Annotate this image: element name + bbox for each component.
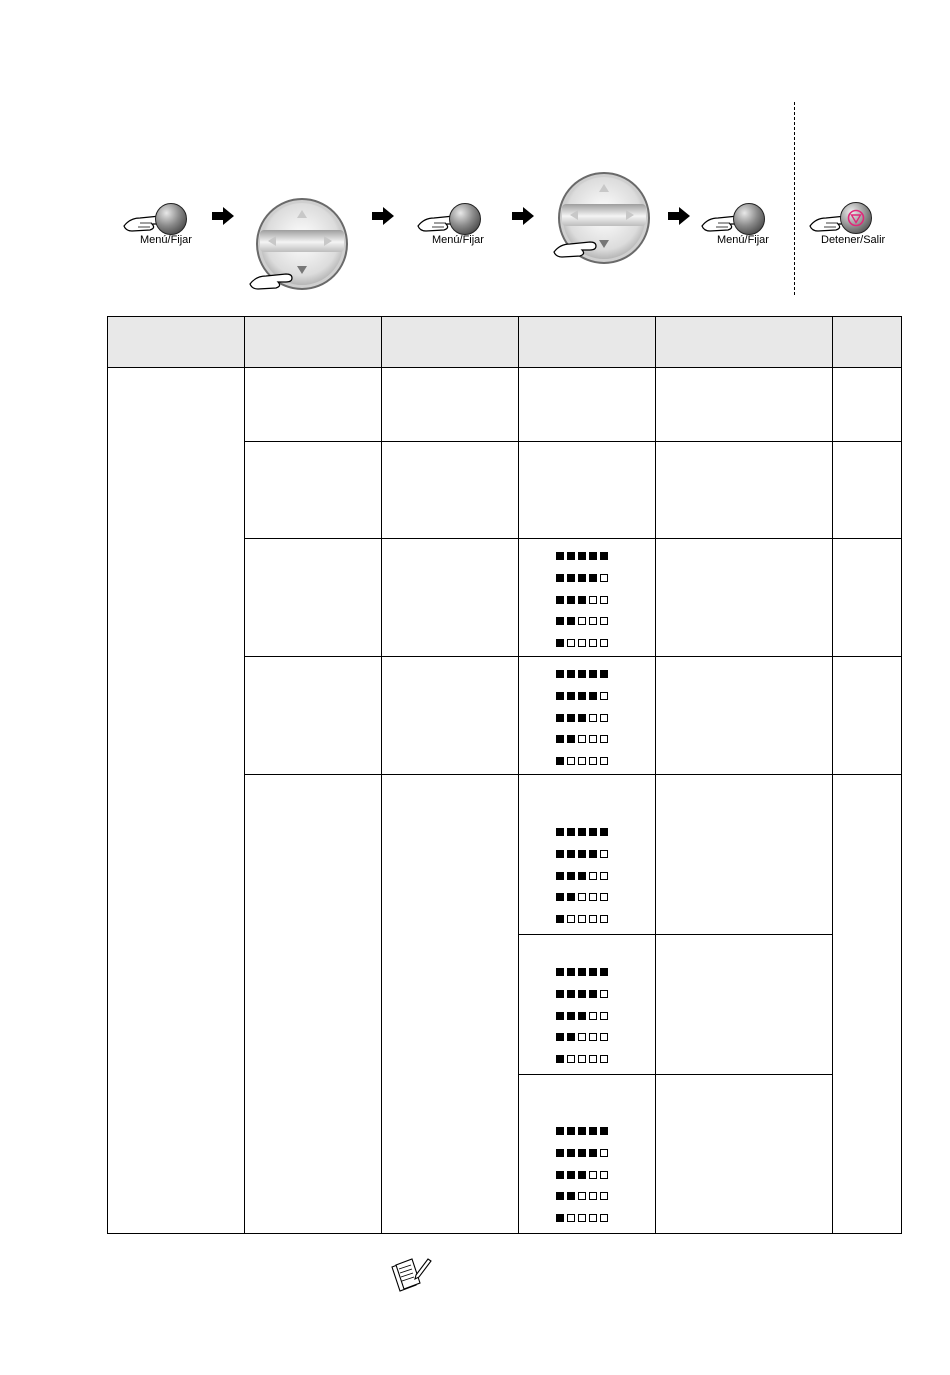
level-indicator-3-of-5 bbox=[556, 1171, 608, 1179]
filled-square-icon bbox=[578, 574, 586, 582]
empty-square-icon bbox=[578, 915, 586, 923]
filled-square-icon bbox=[578, 1149, 586, 1157]
filled-square-icon bbox=[556, 596, 564, 604]
filled-square-icon bbox=[589, 968, 597, 976]
filled-square-icon bbox=[567, 670, 575, 678]
navigation-dial-step-4[interactable] bbox=[552, 172, 652, 268]
filled-square-icon bbox=[567, 1149, 575, 1157]
filled-square-icon bbox=[589, 670, 597, 678]
row-a-col3 bbox=[381, 367, 519, 442]
empty-square-icon bbox=[589, 596, 597, 604]
filled-square-icon bbox=[556, 1055, 564, 1063]
empty-square-icon bbox=[567, 639, 575, 647]
filled-square-icon bbox=[600, 828, 608, 836]
menu-set-step-5[interactable] bbox=[700, 198, 790, 250]
empty-square-icon bbox=[578, 1214, 586, 1222]
empty-square-icon bbox=[600, 1055, 608, 1063]
empty-square-icon bbox=[600, 850, 608, 858]
header-cell-1 bbox=[107, 316, 245, 368]
down-arrow-icon[interactable] bbox=[297, 266, 307, 274]
row-b-col4 bbox=[518, 441, 656, 539]
filled-square-icon bbox=[556, 990, 564, 998]
empty-square-icon bbox=[589, 1214, 597, 1222]
empty-square-icon bbox=[600, 574, 608, 582]
stop-exit-label: Detener/Salir bbox=[821, 234, 886, 246]
empty-square-icon bbox=[600, 1012, 608, 1020]
filled-square-icon bbox=[567, 714, 575, 722]
filled-square-icon bbox=[567, 1171, 575, 1179]
filled-square-icon bbox=[600, 1127, 608, 1135]
empty-square-icon bbox=[578, 1055, 586, 1063]
filled-square-icon bbox=[589, 990, 597, 998]
row-c-col6 bbox=[832, 538, 902, 657]
row-d-col6 bbox=[832, 656, 902, 775]
empty-square-icon bbox=[600, 1192, 608, 1200]
filled-square-icon bbox=[556, 828, 564, 836]
menu-set-button[interactable] bbox=[449, 203, 481, 235]
row-e3-col5 bbox=[655, 1074, 833, 1234]
filled-square-icon bbox=[567, 574, 575, 582]
empty-square-icon bbox=[589, 714, 597, 722]
filled-square-icon bbox=[589, 1127, 597, 1135]
filled-square-icon bbox=[578, 968, 586, 976]
filled-square-icon bbox=[556, 1012, 564, 1020]
filled-square-icon bbox=[589, 1149, 597, 1157]
header-cell-3 bbox=[381, 316, 519, 368]
filled-square-icon bbox=[556, 850, 564, 858]
left-arrow-icon[interactable] bbox=[268, 236, 276, 246]
row-d-col5 bbox=[655, 656, 833, 775]
filled-square-icon bbox=[600, 670, 608, 678]
filled-square-icon bbox=[556, 670, 564, 678]
level-indicator-3-of-5 bbox=[556, 872, 608, 880]
divider-dashed bbox=[794, 102, 795, 295]
filled-square-icon bbox=[556, 617, 564, 625]
level-indicator-5-of-5 bbox=[556, 828, 608, 836]
stop-exit-step[interactable] bbox=[808, 198, 898, 250]
filled-square-icon bbox=[556, 1033, 564, 1041]
arrow-right-icon bbox=[512, 207, 534, 225]
filled-square-icon bbox=[567, 1012, 575, 1020]
note-pad-icon bbox=[386, 1255, 432, 1297]
hand-pointer-icon bbox=[552, 232, 600, 260]
empty-square-icon bbox=[600, 990, 608, 998]
filled-square-icon bbox=[567, 692, 575, 700]
stop-exit-button[interactable] bbox=[840, 202, 872, 234]
row-a-col5 bbox=[655, 367, 833, 442]
empty-square-icon bbox=[589, 1055, 597, 1063]
filled-square-icon bbox=[556, 1171, 564, 1179]
level-indicator-4-of-5 bbox=[556, 574, 608, 582]
empty-square-icon bbox=[567, 757, 575, 765]
empty-square-icon bbox=[600, 1149, 608, 1157]
empty-square-icon bbox=[589, 639, 597, 647]
level-indicator-1-of-5 bbox=[556, 1055, 608, 1063]
level-indicator-3-of-5 bbox=[556, 1012, 608, 1020]
empty-square-icon bbox=[589, 1033, 597, 1041]
menu-set-label: Menú/Fijar bbox=[432, 234, 484, 246]
filled-square-icon bbox=[567, 735, 575, 743]
header-cell-6 bbox=[832, 316, 902, 368]
arrow-right-icon bbox=[668, 207, 690, 225]
level-indicator-5-of-5 bbox=[556, 968, 608, 976]
filled-square-icon bbox=[556, 639, 564, 647]
menu-set-button[interactable] bbox=[733, 203, 765, 235]
empty-square-icon bbox=[578, 1192, 586, 1200]
menu-set-label: Menú/Fijar bbox=[140, 234, 192, 246]
filled-square-icon bbox=[556, 968, 564, 976]
settings-table bbox=[107, 316, 902, 1234]
filled-square-icon bbox=[589, 828, 597, 836]
empty-square-icon bbox=[567, 915, 575, 923]
header-cell-4 bbox=[518, 316, 656, 368]
hand-pointer-icon bbox=[248, 264, 296, 292]
filled-square-icon bbox=[567, 1033, 575, 1041]
row-b-col6 bbox=[832, 441, 902, 539]
row-e-col6 bbox=[832, 774, 902, 1234]
right-arrow-icon[interactable] bbox=[324, 236, 332, 246]
filled-square-icon bbox=[578, 552, 586, 560]
down-arrow-icon[interactable] bbox=[599, 240, 609, 248]
left-arrow-icon[interactable] bbox=[570, 210, 578, 220]
up-arrow-icon[interactable] bbox=[297, 210, 307, 218]
filled-square-icon bbox=[556, 915, 564, 923]
filled-square-icon bbox=[556, 1192, 564, 1200]
level-indicator-4-of-5 bbox=[556, 990, 608, 998]
button-flow bbox=[0, 0, 950, 300]
empty-square-icon bbox=[578, 757, 586, 765]
empty-square-icon bbox=[578, 1033, 586, 1041]
filled-square-icon bbox=[578, 1012, 586, 1020]
row-e2-col4 bbox=[518, 934, 656, 1075]
row-c-col5 bbox=[655, 538, 833, 657]
filled-square-icon bbox=[567, 617, 575, 625]
level-indicator-4-of-5 bbox=[556, 692, 608, 700]
row-e1-col5 bbox=[655, 774, 833, 935]
empty-square-icon bbox=[567, 1214, 575, 1222]
level-indicator-5-of-5 bbox=[556, 552, 608, 560]
row-e-col2 bbox=[244, 774, 382, 1234]
level-indicator-1-of-5 bbox=[556, 639, 608, 647]
filled-square-icon bbox=[556, 714, 564, 722]
filled-square-icon bbox=[567, 596, 575, 604]
level-indicator-1-of-5 bbox=[556, 1214, 608, 1222]
empty-square-icon bbox=[589, 893, 597, 901]
filled-square-icon bbox=[556, 692, 564, 700]
row-c-col2 bbox=[244, 538, 382, 657]
arrow-right-icon bbox=[372, 207, 394, 225]
level-indicator-1-of-5 bbox=[556, 915, 608, 923]
menu-set-step-1[interactable] bbox=[122, 198, 212, 250]
filled-square-icon bbox=[556, 893, 564, 901]
empty-square-icon bbox=[600, 639, 608, 647]
filled-square-icon bbox=[556, 1214, 564, 1222]
filled-square-icon bbox=[556, 552, 564, 560]
empty-square-icon bbox=[589, 1192, 597, 1200]
filled-square-icon bbox=[556, 1127, 564, 1135]
filled-square-icon bbox=[567, 1127, 575, 1135]
empty-square-icon bbox=[600, 596, 608, 604]
filled-square-icon bbox=[556, 872, 564, 880]
menu-set-step-3[interactable] bbox=[416, 198, 506, 250]
empty-square-icon bbox=[578, 639, 586, 647]
filled-square-icon bbox=[578, 828, 586, 836]
filled-square-icon bbox=[567, 990, 575, 998]
right-arrow-icon[interactable] bbox=[626, 210, 634, 220]
empty-square-icon bbox=[589, 1171, 597, 1179]
filled-square-icon bbox=[589, 692, 597, 700]
level-indicator-2-of-5 bbox=[556, 893, 608, 901]
filled-square-icon bbox=[567, 893, 575, 901]
row-d-col3 bbox=[381, 656, 519, 775]
level-indicator-4-of-5 bbox=[556, 850, 608, 858]
empty-square-icon bbox=[600, 714, 608, 722]
row-b-col2 bbox=[244, 441, 382, 539]
empty-square-icon bbox=[600, 757, 608, 765]
navigation-dial-step-2[interactable] bbox=[252, 198, 352, 294]
row-e2-col5 bbox=[655, 934, 833, 1075]
empty-square-icon bbox=[567, 1055, 575, 1063]
main-menu-cell bbox=[107, 367, 245, 1234]
filled-square-icon bbox=[578, 872, 586, 880]
empty-square-icon bbox=[578, 735, 586, 743]
level-indicator-2-of-5 bbox=[556, 1192, 608, 1200]
empty-square-icon bbox=[600, 692, 608, 700]
filled-square-icon bbox=[578, 692, 586, 700]
filled-square-icon bbox=[589, 850, 597, 858]
empty-square-icon bbox=[589, 757, 597, 765]
filled-square-icon bbox=[589, 574, 597, 582]
row-b-col5 bbox=[655, 441, 833, 539]
empty-square-icon bbox=[600, 617, 608, 625]
level-indicator-4-of-5 bbox=[556, 1149, 608, 1157]
row-b-col3 bbox=[381, 441, 519, 539]
row-a-col4 bbox=[518, 367, 656, 442]
filled-square-icon bbox=[578, 714, 586, 722]
filled-square-icon bbox=[578, 990, 586, 998]
level-indicator-1-of-5 bbox=[556, 757, 608, 765]
filled-square-icon bbox=[556, 574, 564, 582]
level-indicator-3-of-5 bbox=[556, 714, 608, 722]
filled-square-icon bbox=[600, 552, 608, 560]
level-indicator-3-of-5 bbox=[556, 596, 608, 604]
filled-square-icon bbox=[589, 552, 597, 560]
arrow-right-icon bbox=[212, 207, 234, 225]
filled-square-icon bbox=[578, 1127, 586, 1135]
up-arrow-icon[interactable] bbox=[599, 184, 609, 192]
filled-square-icon bbox=[567, 968, 575, 976]
empty-square-icon bbox=[600, 915, 608, 923]
filled-square-icon bbox=[600, 968, 608, 976]
empty-square-icon bbox=[589, 915, 597, 923]
empty-square-icon bbox=[589, 735, 597, 743]
header-cell-5 bbox=[655, 316, 833, 368]
empty-square-icon bbox=[589, 617, 597, 625]
empty-square-icon bbox=[600, 872, 608, 880]
level-indicator-5-of-5 bbox=[556, 1127, 608, 1135]
row-d-col2 bbox=[244, 656, 382, 775]
filled-square-icon bbox=[578, 850, 586, 858]
filled-square-icon bbox=[578, 596, 586, 604]
header-cell-2 bbox=[244, 316, 382, 368]
level-indicator-2-of-5 bbox=[556, 1033, 608, 1041]
level-indicator-5-of-5 bbox=[556, 670, 608, 678]
menu-set-button[interactable] bbox=[155, 203, 187, 235]
row-a-col2 bbox=[244, 367, 382, 442]
filled-square-icon bbox=[567, 872, 575, 880]
empty-square-icon bbox=[600, 893, 608, 901]
filled-square-icon bbox=[567, 828, 575, 836]
empty-square-icon bbox=[578, 617, 586, 625]
level-indicator-2-of-5 bbox=[556, 735, 608, 743]
level-indicator-2-of-5 bbox=[556, 617, 608, 625]
row-e-col3 bbox=[381, 774, 519, 1234]
filled-square-icon bbox=[556, 757, 564, 765]
empty-square-icon bbox=[589, 1012, 597, 1020]
filled-square-icon bbox=[578, 1171, 586, 1179]
empty-square-icon bbox=[600, 1171, 608, 1179]
row-c-col3 bbox=[381, 538, 519, 657]
filled-square-icon bbox=[567, 552, 575, 560]
empty-square-icon bbox=[589, 872, 597, 880]
empty-square-icon bbox=[600, 1033, 608, 1041]
filled-square-icon bbox=[567, 850, 575, 858]
filled-square-icon bbox=[556, 1149, 564, 1157]
filled-square-icon bbox=[556, 735, 564, 743]
empty-square-icon bbox=[600, 735, 608, 743]
stop-icon bbox=[847, 209, 865, 227]
empty-square-icon bbox=[578, 893, 586, 901]
filled-square-icon bbox=[567, 1192, 575, 1200]
menu-set-label: Menú/Fijar bbox=[717, 234, 769, 246]
filled-square-icon bbox=[578, 670, 586, 678]
empty-square-icon bbox=[600, 1214, 608, 1222]
row-a-col6 bbox=[832, 367, 902, 442]
